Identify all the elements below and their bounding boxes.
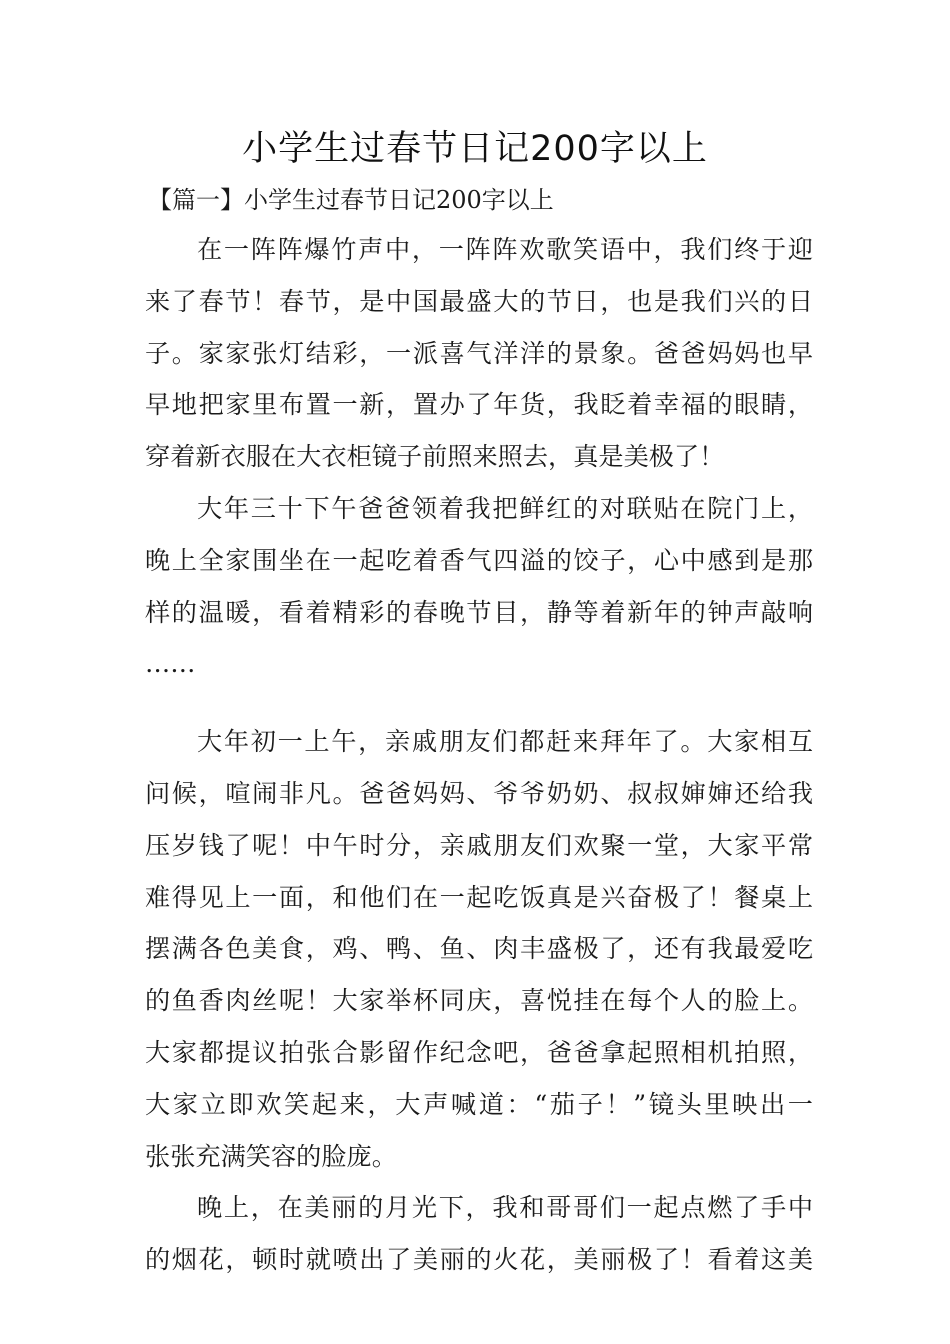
- text-line: 大家立即欢笑起来，大声喊道：“茄子！”镜头里映出一: [145, 1089, 813, 1119]
- text-line: 晚上，在美丽的月光下，我和哥哥们一起点燃了手中: [197, 1193, 813, 1223]
- document-title: 小学生过春节日记200字以上: [242, 129, 708, 169]
- text-line: ……: [145, 649, 196, 679]
- paragraph-3: [145, 716, 813, 1182]
- paragraph-2: [145, 483, 813, 690]
- text-line: 大家都提议拍张合影留作纪念吧，爸爸拿起照相机拍照，: [145, 1037, 813, 1067]
- text-line: 在一阵阵爆竹声中，一阵阵欢歌笑语中，我们终于迎: [197, 235, 813, 264]
- text-line: 大年三十下午爸爸领着我把鲜红的对联贴在院门上，: [197, 493, 813, 523]
- text-line: 压岁钱了呢！中午时分，亲戚朋友们欢聚一堂，大家平常: [145, 830, 813, 860]
- text-line: 子。家家张灯结彩，一派喜气洋洋的景象。爸爸妈妈也早: [145, 338, 813, 368]
- text-line: 张张充满笑容的脸庞。: [145, 1141, 397, 1171]
- paragraph-gap: [145, 690, 813, 716]
- paragraph-1: [145, 224, 813, 483]
- text-line: 晚上全家围坐在一起吃着香气四溢的饺子，心中感到是那: [145, 545, 813, 575]
- text-line: 摆满各色美食，鸡、鸭、鱼、肉丰盛极了，还有我最爱吃: [145, 934, 813, 964]
- document-body: [145, 224, 813, 1286]
- text-line: 穿着新衣服在大衣柜镜子前照来照去，真是美极了！: [145, 442, 725, 472]
- text-line: 样的温暖，看着精彩的春晚节目，静等着新年的钟声敲响: [145, 597, 813, 627]
- text-line: 难得见上一面，和他们在一起吃饭真是兴奋极了！餐桌上: [145, 882, 813, 912]
- text-line: 大年初一上午，亲戚朋友们都赶来拜年了。大家相互: [197, 727, 813, 757]
- text-line: 的烟花，顿时就喷出了美丽的火花，美丽极了！看着这美: [145, 1245, 813, 1275]
- text-line: 早地把家里布置一新，置办了年货，我眨着幸福的眼睛，: [145, 390, 813, 420]
- text-line: 的鱼香肉丝呢！大家举杯同庆，喜悦挂在每个人的脸上。: [145, 986, 813, 1016]
- text-line: 来了春节！春节，是中国最盛大的节日，也是我们兴的日: [145, 286, 813, 316]
- paragraph-4: [145, 1182, 813, 1286]
- section-heading: 【篇一】小学生过春节日记200字以上: [148, 186, 554, 214]
- text-line: 问候，喧闹非凡。爸爸妈妈、爷爷奶奶、叔叔婶婶还给我: [145, 778, 813, 808]
